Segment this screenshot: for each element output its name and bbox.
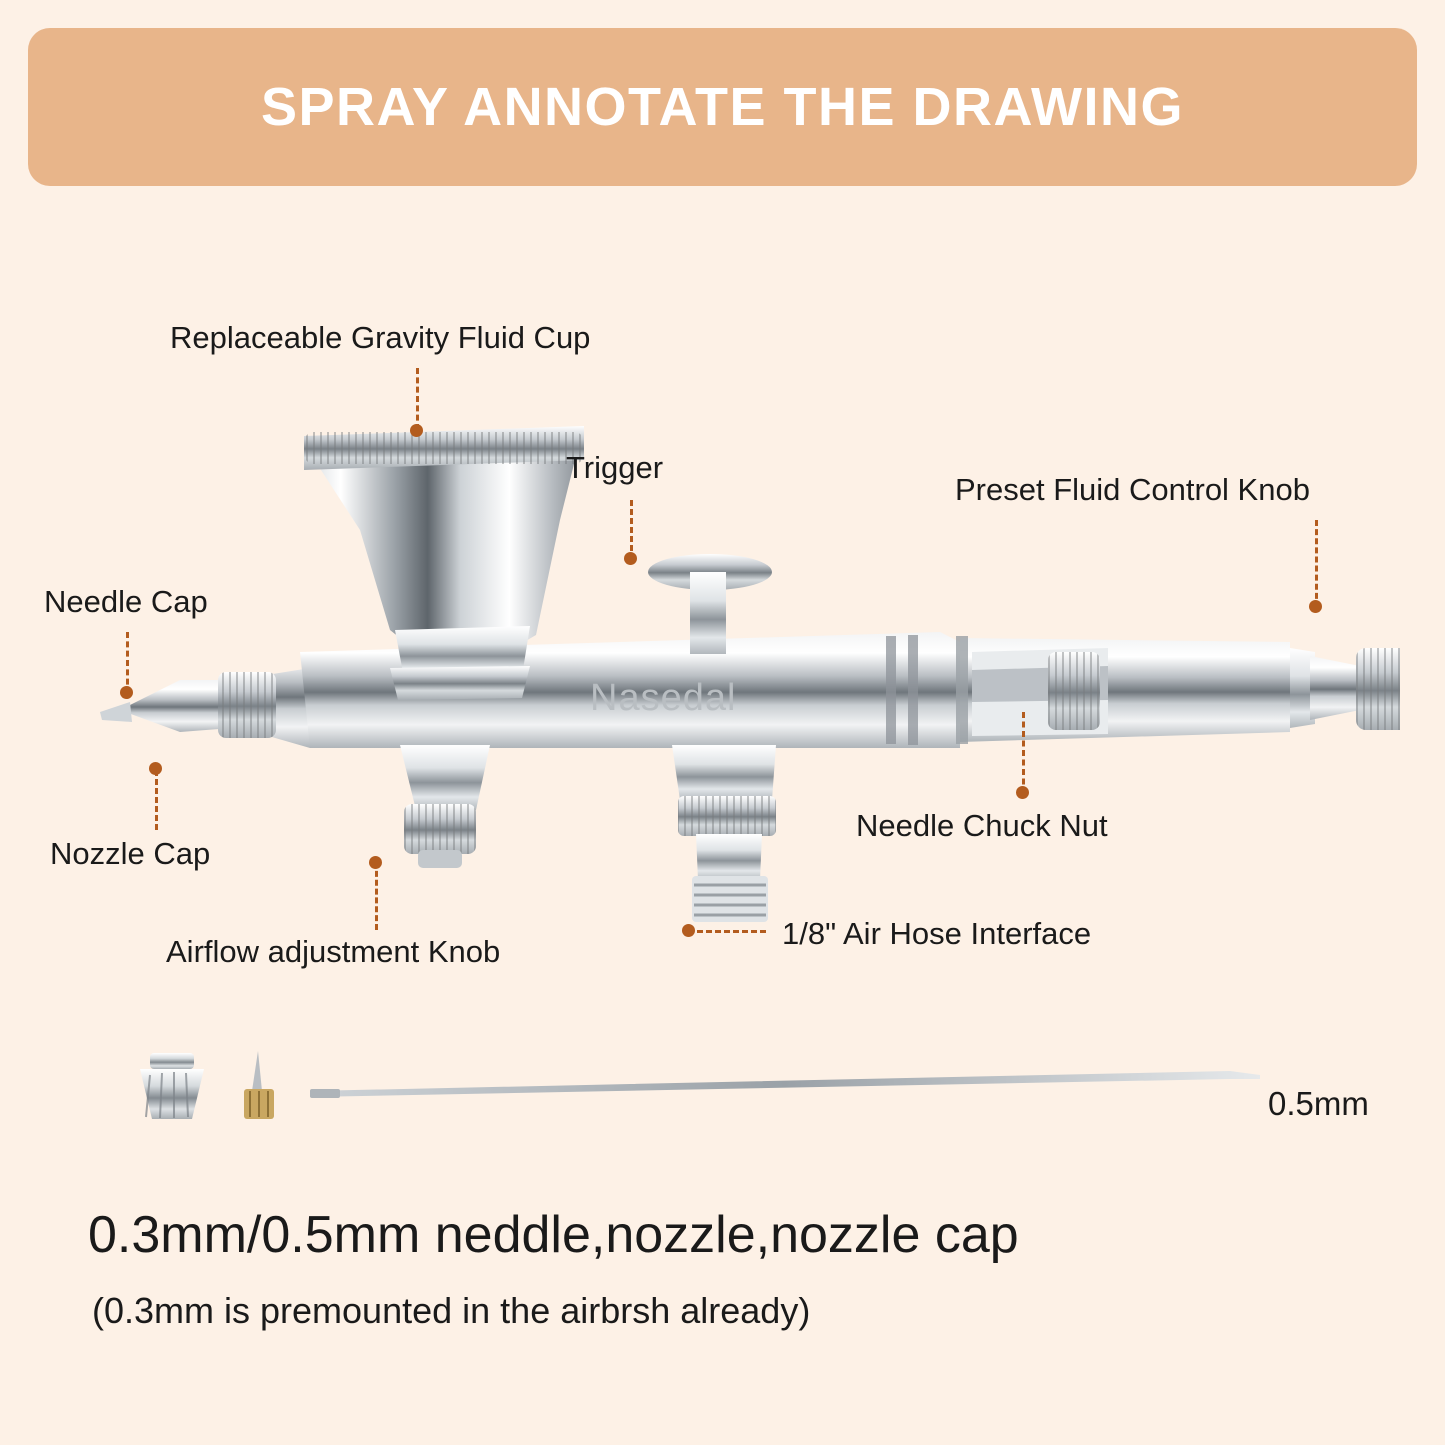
footer-sub-text: (0.3mm is premounted in the airbrsh already)	[92, 1290, 811, 1331]
callout-label-preset-fluid-control-knob: Preset Fluid Control Knob	[955, 472, 1310, 507]
leader-line-needle-chuck-nut	[1022, 712, 1025, 794]
leader-line-trigger	[630, 500, 633, 560]
leader-line-fluid-cup	[416, 368, 419, 430]
leader-dot-airflow-knob	[369, 856, 382, 869]
parts-illustration	[110, 1045, 1310, 1155]
nozzle-cap-part	[140, 1053, 204, 1119]
leader-line-preset-knob	[1315, 520, 1318, 608]
leader-dot-needle-chuck-nut	[1016, 786, 1029, 799]
needle-part	[310, 1071, 1260, 1098]
page-title: SPRAY ANNOTATE THE DRAWING	[260, 77, 1185, 137]
leader-dot-needle-cap	[120, 686, 133, 699]
leader-dot-trigger	[624, 552, 637, 565]
callout-label-nozzle-cap: Nozzle Cap	[50, 836, 211, 871]
leader-line-airflow-knob	[375, 862, 378, 930]
callout-label-trigger: Trigger	[566, 450, 664, 485]
callout-label-needle-chuck-nut: Needle Chuck Nut	[856, 808, 1108, 843]
callout-label-air-hose-interface: 1/8" Air Hose Interface	[782, 916, 1092, 951]
leader-dot-preset-knob	[1309, 600, 1322, 613]
leader-dot-air-hose	[682, 924, 695, 937]
airbrush-illustration	[60, 380, 1400, 940]
header-banner	[28, 28, 1417, 186]
leader-line-air-hose	[688, 930, 766, 933]
leader-dot-fluid-cup	[410, 424, 423, 437]
leader-dot-nozzle-cap	[149, 762, 162, 775]
nozzle-part	[244, 1051, 274, 1119]
callout-label-replaceable-gravity-fluid-cup: Replaceable Gravity Fluid Cup	[170, 320, 591, 355]
svg-text:Nasedal: Nasedal	[590, 677, 737, 719]
footer-main-text: 0.3mm/0.5mm neddle,nozzle,nozzle cap	[88, 1206, 1019, 1264]
callout-label-airflow-adjustment-knob: Airflow adjustment Knob	[166, 934, 501, 969]
callout-label-needle-cap: Needle Cap	[44, 584, 208, 619]
needle-size-note: 0.5mm	[1268, 1085, 1369, 1122]
leader-line-nozzle-cap	[155, 770, 158, 830]
leader-line-needle-cap	[126, 632, 129, 694]
